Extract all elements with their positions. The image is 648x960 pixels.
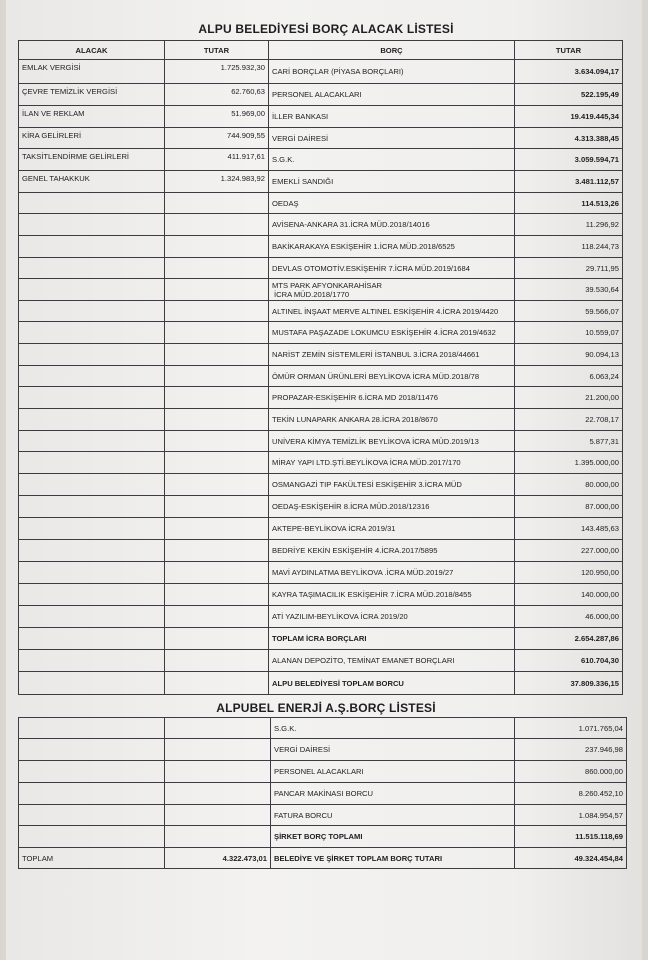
borc-cell: OEDAŞ <box>269 193 515 214</box>
alacak-amount-cell <box>165 518 269 540</box>
borc-amount-cell: 860.000,00 <box>515 761 627 783</box>
table-row <box>19 628 623 650</box>
alacak-amount-cell <box>165 606 269 628</box>
borc-amount-cell: 37.809.336,15 <box>515 672 623 695</box>
alacak-cell <box>19 193 165 214</box>
borc-cell: VERGİ DAİRESİ <box>271 739 515 761</box>
borc-amount-cell: 6.063,24 <box>515 366 623 387</box>
borc-cell: ALPU BELEDİYESİ TOPLAM BORCU <box>269 672 515 695</box>
alacak-cell <box>19 452 165 474</box>
alacak-cell <box>19 739 165 761</box>
borc-amount-cell: 2.654.287,86 <box>515 628 623 650</box>
borc-amount-cell: 227.000,00 <box>515 540 623 562</box>
alacak-cell <box>19 672 165 695</box>
borc-cell: VERGİ DAİRESİ <box>269 128 515 149</box>
alacak-cell: İLAN VE REKLAM <box>19 106 165 128</box>
borc-cell: NARİST ZEMİN SİSTEMLERİ İSTANBUL 3.İCRA 2018/44661 <box>269 344 515 366</box>
alacak-cell: KİRA GELİRLERİ <box>19 128 165 149</box>
alacak-amount-cell: 62.760,63 <box>165 84 269 106</box>
borc-amount-cell: 10.559,07 <box>515 322 623 344</box>
table-row <box>19 584 623 606</box>
borc-cell: S.G.K. <box>269 149 515 171</box>
borc-amount-cell: 3.481.112,57 <box>515 171 623 193</box>
table-row <box>19 496 623 518</box>
borc-cell: TOPLAM İCRA BORÇLARI <box>269 628 515 650</box>
borc-amount-cell: 610.704,30 <box>515 650 623 672</box>
borc-cell: ATİ YAZILIM-BEYLİKOVA İCRA 2019/20 <box>269 606 515 628</box>
borc-amount-cell: 4.313.388,45 <box>515 128 623 149</box>
borc-cell: PERSONEL ALACAKLARI <box>271 761 515 783</box>
table-row <box>19 650 623 672</box>
alacak-cell <box>19 409 165 431</box>
alacak-cell <box>19 628 165 650</box>
alacak-amount-cell: 1.725.932,30 <box>165 60 269 84</box>
borc-cell: MİRAY YAPI LTD.ŞTİ.BEYLİKOVA İCRA MÜD.2017/170 <box>269 452 515 474</box>
alacak-cell <box>19 301 165 322</box>
alacak-amount-cell <box>165 301 269 322</box>
alacak-amount-cell: 51.969,00 <box>165 106 269 128</box>
borc-amount-cell: 3.059.594,71 <box>515 149 623 171</box>
borc-cell <box>269 279 515 301</box>
table-row <box>19 672 623 695</box>
borc-amount-cell: 1.395.000,00 <box>515 452 623 474</box>
alacak-amount-cell <box>165 540 269 562</box>
borc-amount-cell: 87.000,00 <box>515 496 623 518</box>
alacak-cell <box>19 236 165 258</box>
table-row <box>19 452 623 474</box>
borc-cell: BEDRİYE KEKİN ESKİŞEHİR 4.İCRA.2017/5895 <box>269 540 515 562</box>
alacak-amount-cell <box>165 739 271 761</box>
alacak-amount-cell <box>165 672 269 695</box>
alacak-amount-cell <box>165 628 269 650</box>
table-row <box>19 562 623 584</box>
alacak-cell <box>19 366 165 387</box>
alacak-amount-cell <box>165 805 271 826</box>
table-row <box>19 258 623 279</box>
alacak-cell: GENEL TAHAKKUK <box>19 171 165 193</box>
borc-amount-cell: 120.950,00 <box>515 562 623 584</box>
alacak-amount-cell <box>165 344 269 366</box>
header-alacak: ALACAK <box>19 41 165 60</box>
borc-amount-cell: 114.513,26 <box>515 193 623 214</box>
borc-cell: MAVİ AYDINLATMA BEYLİKOVA .İCRA MÜD.2019/27 <box>269 562 515 584</box>
alacak-amount-cell <box>165 258 269 279</box>
alacak-amount-cell <box>165 584 269 606</box>
alacak-cell <box>19 562 165 584</box>
alacak-amount-cell <box>165 496 269 518</box>
borc-amount-cell: 143.485,63 <box>515 518 623 540</box>
company-debt-table <box>18 717 627 869</box>
table-row <box>19 826 627 848</box>
alacak-cell <box>19 783 165 805</box>
borc-cell: PERSONEL ALACAKLARI <box>269 84 515 106</box>
borc-amount-cell: 39.530,64 <box>515 279 623 301</box>
borc-cell: ALANAN DEPOZİTO, TEMİNAT EMANET BORÇLARI <box>269 650 515 672</box>
alacak-cell <box>19 761 165 783</box>
table-row <box>19 171 623 193</box>
table-row <box>19 387 623 409</box>
table-row <box>19 761 627 783</box>
table-header-row <box>19 41 623 60</box>
alacak-cell <box>19 805 165 826</box>
total-alacak-amount: 4.322.473,01 <box>165 848 271 869</box>
table-row <box>19 518 623 540</box>
alacak-cell <box>19 474 165 496</box>
header-tutar-borc: TUTAR <box>515 41 623 60</box>
alacak-amount-cell <box>165 718 271 739</box>
borc-amount-cell: 19.419.445,34 <box>515 106 623 128</box>
header-borc: BORÇ <box>269 41 515 60</box>
alacak-amount-cell <box>165 431 269 452</box>
table-row <box>19 540 623 562</box>
borc-cell: İLLER BANKASI <box>269 106 515 128</box>
table-row <box>19 84 623 106</box>
alacak-cell <box>19 496 165 518</box>
table-row <box>19 322 623 344</box>
document-page <box>6 0 642 960</box>
borc-amount-cell: 1.071.765,04 <box>515 718 627 739</box>
borc-cell: ŞİRKET BORÇ TOPLAMI <box>271 826 515 848</box>
total-borc-amount: 49.324.454,84 <box>515 848 627 869</box>
alacak-amount-cell <box>165 322 269 344</box>
alacak-cell <box>19 540 165 562</box>
alacak-amount-cell <box>165 193 269 214</box>
table-row <box>19 431 623 452</box>
borc-amount-cell: 90.094,13 <box>515 344 623 366</box>
borc-amount-cell: 59.566,07 <box>515 301 623 322</box>
table-row <box>19 128 623 149</box>
borc-amount-cell: 140.000,00 <box>515 584 623 606</box>
borc-amount-cell: 5.877,31 <box>515 431 623 452</box>
borc-amount-cell: 29.711,95 <box>515 258 623 279</box>
borc-amount-cell: 1.084.954,57 <box>515 805 627 826</box>
alacak-cell <box>19 718 165 739</box>
grand-total-row <box>19 848 627 869</box>
table-row <box>19 106 623 128</box>
borc-amount-cell: 80.000,00 <box>515 474 623 496</box>
alacak-cell <box>19 650 165 672</box>
borc-cell: EMEKLİ SANDIĞI <box>269 171 515 193</box>
borc-cell: MUSTAFA PAŞAZADE LOKUMCU ESKİŞEHİR 4.İCRA 2019/4632 <box>269 322 515 344</box>
total-borc-label: BELEDİYE VE ŞİRKET TOPLAM BORÇ TUTARI <box>271 848 515 869</box>
table-row <box>19 606 623 628</box>
borc-cell: UNİVERA KİMYA TEMİZLİK BEYLİKOVA İCRA MÜD.2019/13 <box>269 431 515 452</box>
borc-cell: BAKİKARAKAYA ESKİŞEHİR 1.İCRA MÜD.2018/6525 <box>269 236 515 258</box>
borc-cell: CARİ BORÇLAR (PİYASA BORÇLARI) <box>269 60 515 84</box>
alacak-amount-cell <box>165 826 271 848</box>
table-row <box>19 783 627 805</box>
table-row <box>19 805 627 826</box>
alacak-cell <box>19 826 165 848</box>
alacak-amount-cell <box>165 366 269 387</box>
table-row <box>19 60 623 84</box>
alacak-amount-cell <box>165 783 271 805</box>
borc-line-1: MTS PARK AFYONKARAHİSAR <box>272 280 382 290</box>
table-row <box>19 366 623 387</box>
borc-cell: DEVLAS OTOMOTİV.ESKİŞEHİR 7.İCRA MÜD.2019/1684 <box>269 258 515 279</box>
alacak-cell <box>19 258 165 279</box>
borc-cell: TEKİN LUNAPARK ANKARA 28.İCRA 2018/8670 <box>269 409 515 431</box>
borc-amount-cell: 22.708,17 <box>515 409 623 431</box>
alacak-amount-cell: 744.909,55 <box>165 128 269 149</box>
borc-cell: ALTINEL İNŞAAT MERVE ALTINEL ESKİŞEHİR 4.İCRA 2019/4420 <box>269 301 515 322</box>
borc-cell: S.G.K. <box>271 718 515 739</box>
alacak-cell <box>19 344 165 366</box>
borc-cell: PROPAZAR-ESKİŞEHİR 6.İCRA MD 2018/11476 <box>269 387 515 409</box>
alacak-cell <box>19 322 165 344</box>
borc-amount-cell: 3.634.094,17 <box>515 60 623 84</box>
table-row <box>19 279 623 301</box>
alacak-amount-cell <box>165 452 269 474</box>
alacak-cell <box>19 431 165 452</box>
main-debt-table <box>18 40 623 695</box>
borc-amount-cell: 46.000,00 <box>515 606 623 628</box>
alacak-amount-cell <box>165 279 269 301</box>
total-label-cell: TOPLAM <box>19 848 165 869</box>
borc-cell: AVİSENA-ANKARA 31.İCRA MÜD.2018/14016 <box>269 214 515 236</box>
table-row <box>19 344 623 366</box>
table-row <box>19 149 623 171</box>
borc-amount-cell: 8.260.452,10 <box>515 783 627 805</box>
table-row <box>19 214 623 236</box>
alacak-cell <box>19 606 165 628</box>
table-row <box>19 193 623 214</box>
borc-cell: FATURA BORCU <box>271 805 515 826</box>
table-row <box>19 301 623 322</box>
borc-cell: OSMANGAZİ TIP FAKÜLTESİ ESKİŞEHİR 3.İCRA MÜD <box>269 474 515 496</box>
table-row <box>19 236 623 258</box>
table-row <box>19 474 623 496</box>
alacak-amount-cell <box>165 214 269 236</box>
alacak-amount-cell <box>165 650 269 672</box>
borc-line-2: İCRA MÜD.2018/1770 <box>274 289 350 299</box>
borc-amount-cell: 11.515.118,69 <box>515 826 627 848</box>
borc-cell: PANCAR MAKİNASI BORCU <box>271 783 515 805</box>
borc-cell: KAYRA TAŞIMACILIK ESKİŞEHİR 7.İCRA MÜD.2018/8455 <box>269 584 515 606</box>
document-title: ALPU BELEDİYESİ BORÇ ALACAK LİSTESİ <box>198 22 454 36</box>
borc-cell: AKTEPE-BEYLİKOVA İCRA 2019/31 <box>269 518 515 540</box>
alacak-amount-cell <box>165 236 269 258</box>
alacak-cell: ÇEVRE TEMİZLİK VERGİSİ <box>19 84 165 106</box>
header-tutar-alacak: TUTAR <box>165 41 269 60</box>
alacak-amount-cell: 1.324.983,92 <box>165 171 269 193</box>
alacak-cell <box>19 279 165 301</box>
table-row <box>19 409 623 431</box>
table-row <box>19 718 627 739</box>
borc-amount-cell: 11.296,92 <box>515 214 623 236</box>
alacak-amount-cell <box>165 562 269 584</box>
section2-title: ALPUBEL ENERJİ A.Ş.BORÇ LİSTESİ <box>216 701 436 715</box>
alacak-cell <box>19 584 165 606</box>
alacak-amount-cell: 411.917,61 <box>165 149 269 171</box>
alacak-amount-cell <box>165 409 269 431</box>
alacak-amount-cell <box>165 387 269 409</box>
alacak-amount-cell <box>165 474 269 496</box>
table-row <box>19 739 627 761</box>
borc-amount-cell: 237.946,98 <box>515 739 627 761</box>
alacak-cell <box>19 387 165 409</box>
alacak-cell <box>19 214 165 236</box>
borc-cell: OEDAŞ-ESKİŞEHİR 8.İCRA MÜD.2018/12316 <box>269 496 515 518</box>
borc-amount-cell: 522.195,49 <box>515 84 623 106</box>
borc-cell: ÖMÜR ORMAN ÜRÜNLERİ BEYLİKOVA İCRA MÜD.2018/78 <box>269 366 515 387</box>
alacak-cell: EMLAK VERGİSİ <box>19 60 165 84</box>
borc-amount-cell: 21.200,00 <box>515 387 623 409</box>
borc-amount-cell: 118.244,73 <box>515 236 623 258</box>
alacak-amount-cell <box>165 761 271 783</box>
alacak-cell <box>19 518 165 540</box>
alacak-cell: TAKSİTLENDİRME GELİRLERİ <box>19 149 165 171</box>
